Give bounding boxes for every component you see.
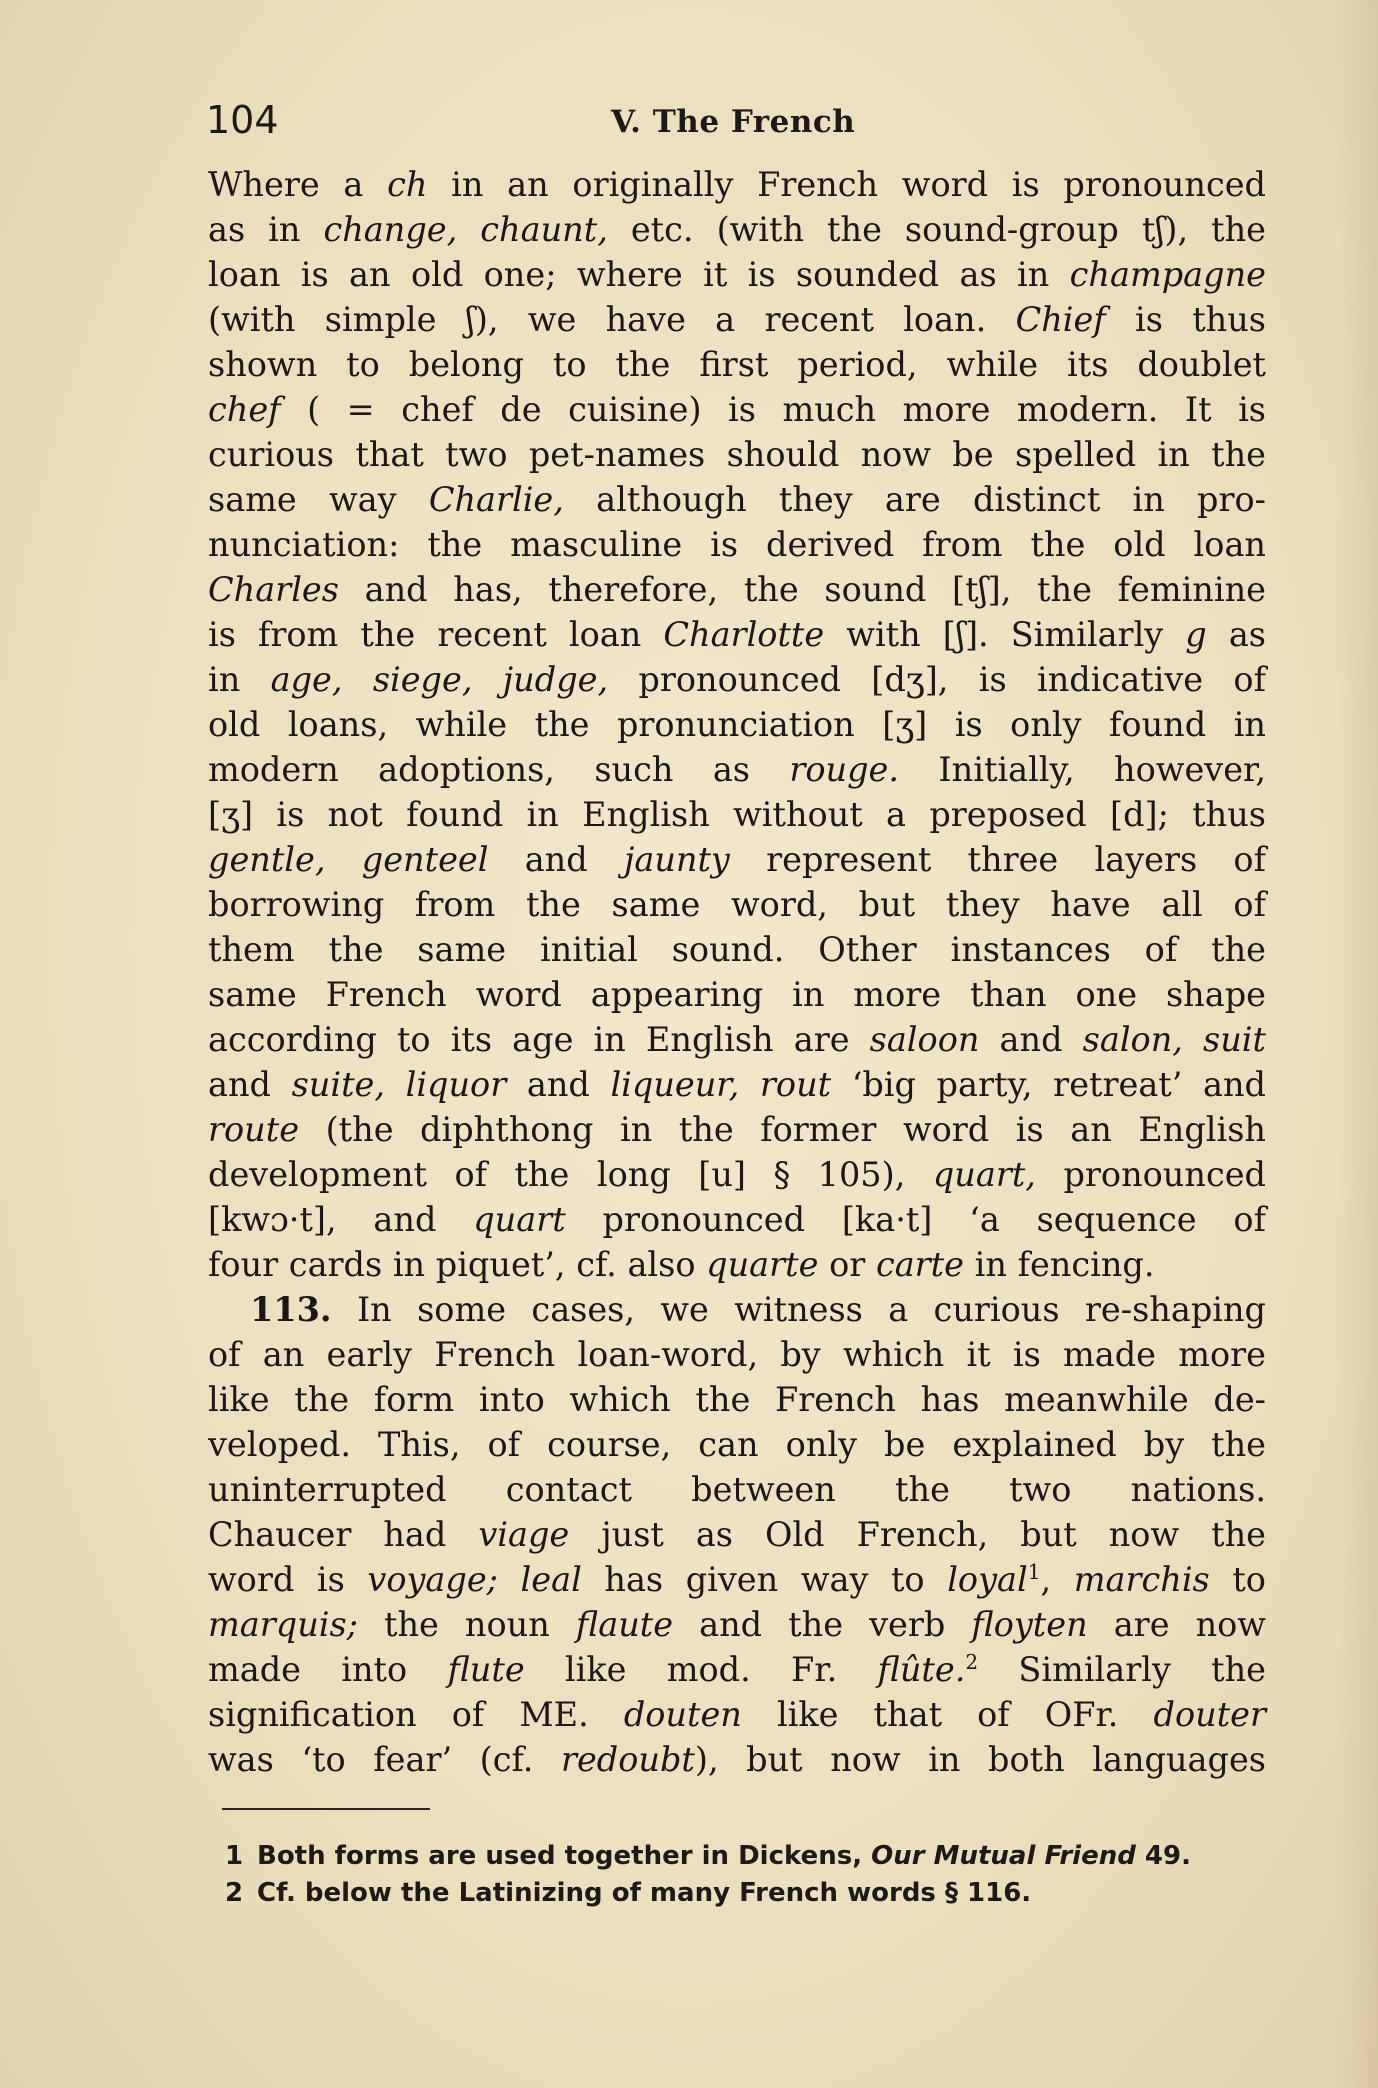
text-run: shown to belong to the first period, while its doublet [208,345,1266,384]
text-run: and has, therefore, the sound [tʃ], the feminine [338,570,1266,609]
text-line [208,927,1266,972]
text-line [208,342,1266,387]
text-run: [kwɔ·t], and [208,1200,474,1239]
text-run: and [979,1020,1083,1059]
text-run: to [1209,1560,1266,1599]
page-header [206,98,1266,148]
text-run: made into [208,1650,448,1689]
text-run: like mod. Fr. [524,1650,878,1689]
footnote [225,1838,1265,1875]
text-run: uninterrupted contact between the two nations. [208,1470,1266,1509]
text-run: floyten [971,1605,1088,1644]
text-run: Both forms are used together in Dickens, [257,1841,872,1871]
text-run: pronounced [1035,1155,1266,1194]
text-line [208,1467,1266,1512]
text-run: and [208,1065,292,1104]
text-run: marquis; [208,1605,358,1644]
footnote-rule [222,1808,430,1810]
text-run: like the form into which the French has meanwhile de- [208,1380,1266,1419]
text-run: Similarly the [978,1650,1266,1689]
text-line [208,1332,1266,1377]
text-run: of an early French loan-word, by which it is made more [208,1335,1266,1374]
text-run: (with simple ʃ), we have a recent loan. [208,300,1016,339]
text-line [208,1017,1266,1062]
text-run: Charles [208,570,339,609]
text-run: borrowing from the same word, but they have all of [208,885,1266,924]
text-run: Chief [1015,300,1106,339]
text-line [208,1737,1266,1782]
text-run: in an originally French word is pronounced [427,165,1266,204]
text-run: Where a [208,165,388,204]
text-run: Our Mutual Friend [871,1841,1136,1871]
text-run: and the verb [673,1605,972,1644]
text-run: flûte. [877,1650,966,1689]
footnote-number: 2 [225,1878,244,1908]
text-line [208,702,1266,747]
text-run: as [1206,615,1266,654]
text-run: In some cases, we witness a curious re-shaping [331,1290,1266,1329]
text-line [208,792,1266,837]
text-run: Charlotte [663,615,825,654]
text-line [208,252,1266,297]
text-line [208,1062,1266,1107]
text-run: jaunty [623,840,730,879]
text-run: same French word appearing in more than one shape [208,975,1266,1014]
text-run: douter [1153,1695,1266,1734]
text-line [208,1557,1266,1602]
text-line [208,1602,1266,1647]
text-run: modern adoptions, such as [208,750,790,789]
text-line [208,1377,1266,1422]
text-run: redoubt [560,1740,695,1779]
footnote-number: 1 [225,1841,244,1871]
text-run: flaute [575,1605,674,1644]
text-run: saloon [869,1020,980,1059]
text-run: pronounced [ka·t] ‘a sequence of [565,1200,1266,1239]
text-run: Initially, however, [899,750,1266,789]
text-line [208,477,1266,522]
text-run: quarte [706,1245,819,1284]
text-line [208,207,1266,252]
text-run: age, siege, judge, [270,660,609,699]
text-line [208,1107,1266,1152]
text-run: according to its age in English are [208,1020,870,1059]
text-run: old loans, while the pronunciation [ʒ] is only found in [208,705,1266,744]
text-run: quart [473,1200,566,1239]
text-run: is thus [1105,300,1266,339]
text-run: liqueur, rout [610,1065,832,1104]
text-run: represent three layers of [729,840,1266,879]
text-run: voyage; leal [367,1560,582,1599]
text-run: gentle, genteel [208,840,489,879]
text-run: was ‘to fear’ (cf. [208,1740,561,1779]
text-run: curious that two pet-names should now be spelled in the [208,435,1266,474]
footnote-ref: 2 [965,1649,979,1674]
text-run: same way [208,480,429,519]
text-line [208,657,1266,702]
text-run: g [1185,615,1207,654]
text-line [208,1242,1266,1287]
page-edge-shadow [1338,0,1378,2088]
section-number: 113. [250,1290,332,1329]
footnote [225,1875,1265,1912]
running-head: V. The French [611,104,856,140]
text-line [208,1152,1266,1197]
body-text [208,162,1266,1782]
text-run: ch [387,165,428,204]
text-run: and [488,840,624,879]
page-number: 104 [206,98,279,142]
text-run: word is [208,1560,368,1599]
text-run: in [208,660,271,699]
text-run: although they are distinct in pro- [563,480,1266,519]
text-run: or [818,1245,876,1284]
text-run: (the diphthong in the former word is an English [299,1110,1266,1149]
text-line [208,972,1266,1017]
text-run: with [ʃ]. Similarly [824,615,1186,654]
text-run: 49. [1135,1841,1191,1871]
text-line [208,567,1266,612]
text-run: route [208,1110,300,1149]
text-run: quart, [932,1155,1036,1194]
text-line [208,522,1266,567]
text-run: in fencing. [963,1245,1155,1284]
text-run: ( = chef de cuisine) is much more modern. It is [280,390,1266,429]
text-run: etc. (with the sound-group tʃ), the [607,210,1266,249]
text-run: [ʒ] is not found in English without a preposed [d]; thus [208,795,1266,834]
text-run: suite, liquor [291,1065,507,1104]
text-line [208,882,1266,927]
text-run: champagne [1069,255,1266,294]
text-run: rouge. [789,750,900,789]
text-run: and [506,1065,611,1104]
text-line [208,1647,1266,1692]
text-run: change, chaunt, [323,210,608,249]
text-run: as in [208,210,324,249]
text-run: viage [478,1515,570,1554]
text-line [208,432,1266,477]
text-run: has given way to [581,1560,948,1599]
text-run: carte [875,1245,964,1284]
text-run: chef [208,390,281,429]
text-run: signification of ME. [208,1695,624,1734]
text-line [208,162,1266,207]
text-run: pronounced [dʒ], is indicative of [608,660,1266,699]
footnotes [225,1838,1265,1912]
text-run: just as Old French, but now the [569,1515,1266,1554]
text-line [208,297,1266,342]
text-run: ‘big party, retreat’ and [831,1065,1266,1104]
text-run: Cf. below the Latinizing of many French words § 116. [257,1878,1032,1908]
footnote-ref: 1 [1027,1559,1041,1584]
text-line [208,1422,1266,1467]
text-run: flute [447,1650,525,1689]
text-line [208,837,1266,882]
text-line [208,612,1266,657]
text-line [208,747,1266,792]
text-line [208,1512,1266,1557]
text-run: the noun [357,1605,576,1644]
text-run: loyal [947,1560,1028,1599]
text-run: them the same initial sound. Other instances of the [208,930,1266,969]
text-line [208,1197,1266,1242]
text-run: nunciation: the masculine is derived from the old loan [208,525,1266,564]
text-run: , [1040,1560,1074,1599]
text-run: ), but now in both languages [694,1740,1266,1779]
text-run: development of the long [u] § 105), [208,1155,933,1194]
text-line [208,387,1266,432]
text-run: is from the recent loan [208,615,664,654]
text-run: Chaucer had [208,1515,479,1554]
text-run: douten [623,1695,742,1734]
text-run: veloped. This, of course, can only be explained by the [208,1425,1266,1464]
text-line [208,1287,1266,1332]
text-run: four cards in piquet’, cf. also [208,1245,707,1284]
text-run: salon, suit [1082,1020,1266,1059]
text-line [208,1692,1266,1737]
text-run: are now [1087,1605,1266,1644]
text-run: marchis [1073,1560,1210,1599]
text-run: loan is an old one; where it is sounded as in [208,255,1070,294]
text-run: Charlie, [428,480,564,519]
text-run: like that of OFr. [741,1695,1154,1734]
